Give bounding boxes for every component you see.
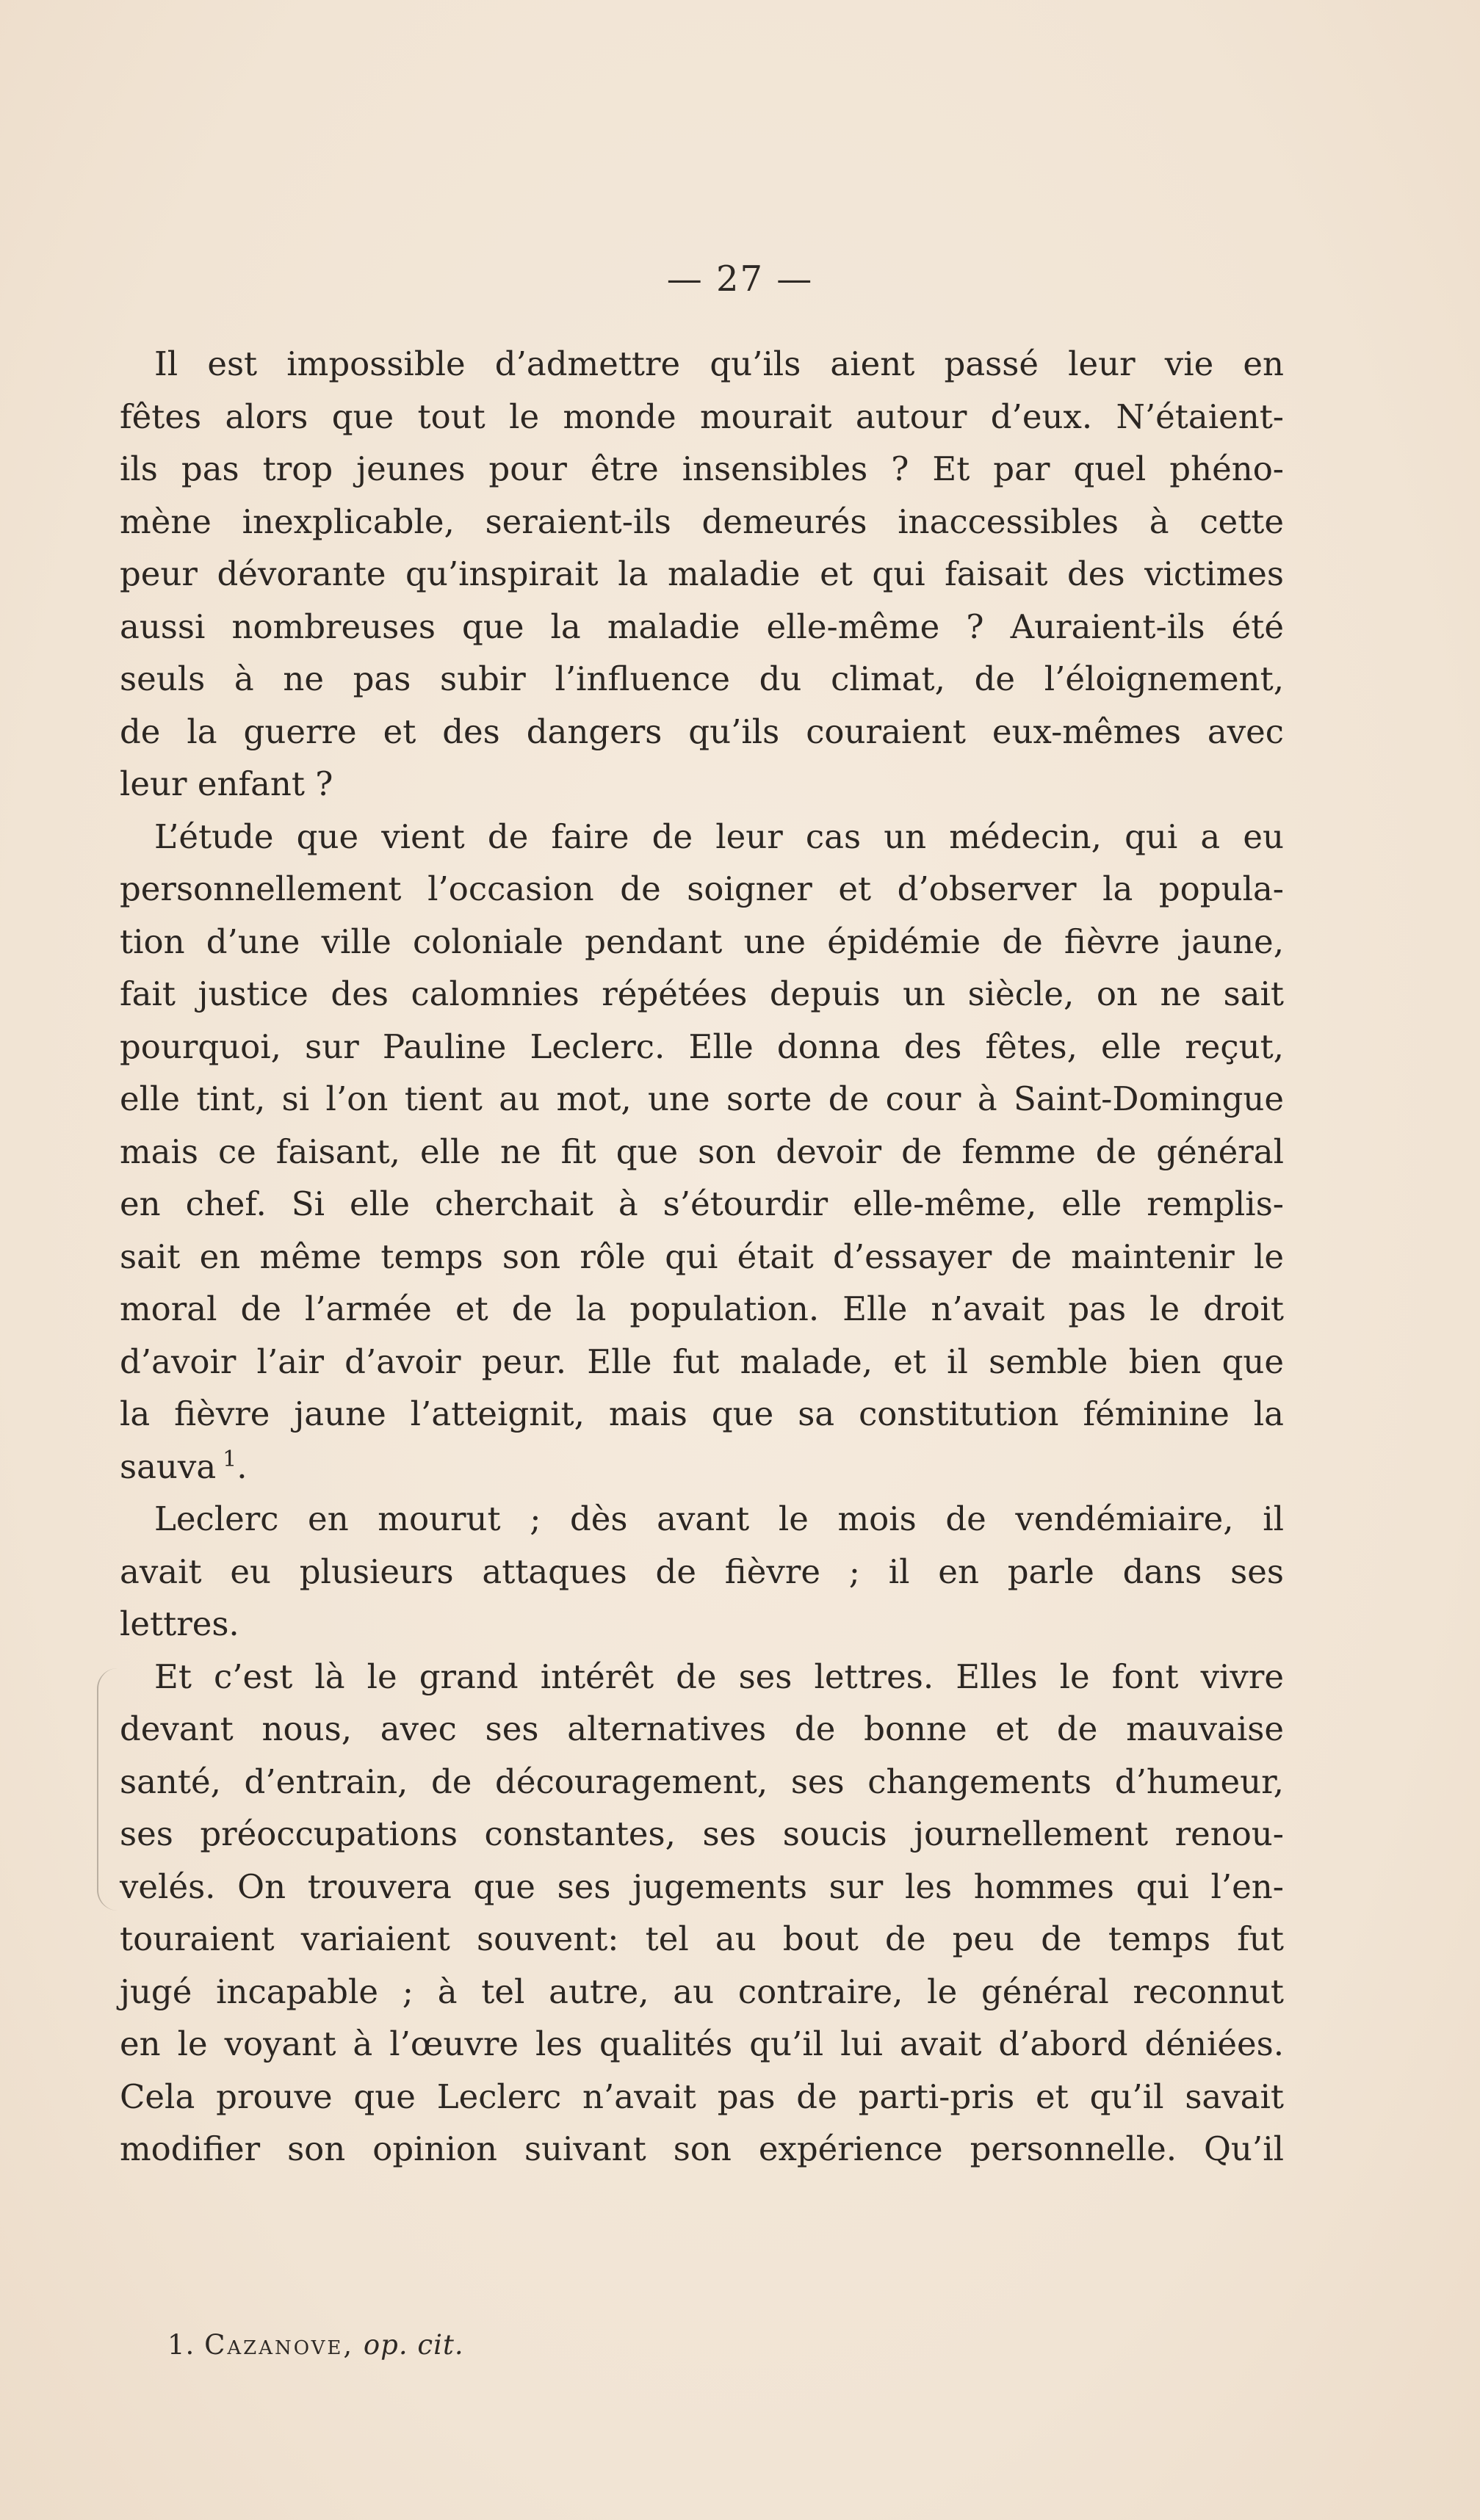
margin-pencil-mark xyxy=(97,1668,118,1911)
text-line: touraient variaient souvent: tel au bout de peu de temps fut xyxy=(120,1919,1284,1958)
text-line: modifier son opinion suivant son expérience personnelle. Qu’il xyxy=(120,2129,1284,2168)
footnote-author: Cazanove, xyxy=(204,2329,355,2361)
text-line: velés. On trouvera que ses jugements sur les hommes qui l’en- xyxy=(120,1867,1284,1906)
text-line: mais ce faisant, elle ne fit que son devoir de femme de général xyxy=(120,1132,1284,1171)
page-number: — 27 — xyxy=(666,258,814,300)
text-line: peur dévorante qu’inspirait la maladie et qui faisait des victimes xyxy=(120,554,1284,593)
text-line: ils pas trop jeunes pour être insensibles ? Et par quel phéno- xyxy=(120,449,1284,488)
text-line: aussi nombreuses que la maladie elle-même ? Auraient-ils été xyxy=(120,607,1284,646)
text-line: Et c’est là le grand intérêt de ses lettres. Elles le font vivre xyxy=(154,1657,1284,1696)
text-line: d’avoir l’air d’avoir peur. Elle fut malade, et il semble bien que xyxy=(120,1342,1284,1381)
text-fragment: sauva xyxy=(120,1447,217,1486)
text-line: L’étude que vient de faire de leur cas un médecin, qui a eu xyxy=(154,817,1284,856)
text-line: santé, d’entrain, de découragement, ses changements d’humeur, xyxy=(120,1762,1284,1801)
footnote xyxy=(167,2329,464,2361)
text-line: fait justice des calomnies répétées depuis un siècle, on ne sait xyxy=(120,974,1284,1013)
text-line: de la guerre et des dangers qu’ils couraient eux-mêmes avec xyxy=(120,712,1284,751)
text-line: Cela prouve que Leclerc n’avait pas de parti-pris et qu’il savait xyxy=(120,2077,1284,2116)
text-line: Il est impossible d’admettre qu’ils aient passé leur vie en xyxy=(154,344,1284,383)
text-line: en le voyant à l’œuvre les qualités qu’il lui avait d’abord déniées. xyxy=(120,2024,1284,2063)
text-line-last xyxy=(120,1441,1284,1493)
text-line: lettres. xyxy=(120,1604,239,1643)
text-line: Leclerc en mourut ; dès avant le mois de vendémiaire, il xyxy=(154,1499,1284,1538)
text-line: pourquoi, sur Pauline Leclerc. Elle donna des fêtes, elle reçut, xyxy=(120,1027,1284,1066)
text-line: ses préoccupations constantes, ses soucis journellement renou- xyxy=(120,1814,1284,1853)
footnote-citation: op. cit. xyxy=(363,2329,464,2361)
text-line: en chef. Si elle cherchait à s’étourdir elle-même, elle remplis- xyxy=(120,1184,1284,1223)
text-line: seuls à ne pas subir l’influence du climat, de l’éloignement, xyxy=(120,659,1284,698)
text-line: sait en même temps son rôle qui était d’essayer de maintenir le xyxy=(120,1237,1284,1276)
footnote-number: 1. xyxy=(167,2329,195,2361)
text-line: moral de l’armée et de la population. Elle n’avait pas le droit xyxy=(120,1289,1284,1328)
text-line: avait eu plusieurs attaques de fièvre ; il en parle dans ses xyxy=(120,1552,1284,1591)
text-line: jugé incapable ; à tel autre, au contraire, le général reconnut xyxy=(120,1972,1284,2011)
text-line: devant nous, avec ses alternatives de bonne et de mauvaise xyxy=(120,1709,1284,1748)
text-line: personnellement l’occasion de soigner et d’observer la popula- xyxy=(120,869,1284,908)
text-line: tion d’une ville coloniale pendant une épidémie de fièvre jaune, xyxy=(120,922,1284,961)
text-fragment: . xyxy=(237,1447,248,1486)
text-line: la fièvre jaune l’atteignit, mais que sa constitution féminine la xyxy=(120,1394,1284,1433)
text-line: leur enfant ? xyxy=(120,764,333,803)
footnote-reference[interactable]: 1 xyxy=(223,1446,237,1472)
text-line: mène inexplicable, seraient-ils demeurés inaccessibles à cette xyxy=(120,502,1284,541)
text-line: fêtes alors que tout le monde mourait autour d’eux. N’étaient- xyxy=(120,397,1284,436)
text-line: elle tint, si l’on tient au mot, une sorte de cour à Saint-Domingue xyxy=(120,1079,1284,1118)
body-text xyxy=(120,338,1284,2176)
